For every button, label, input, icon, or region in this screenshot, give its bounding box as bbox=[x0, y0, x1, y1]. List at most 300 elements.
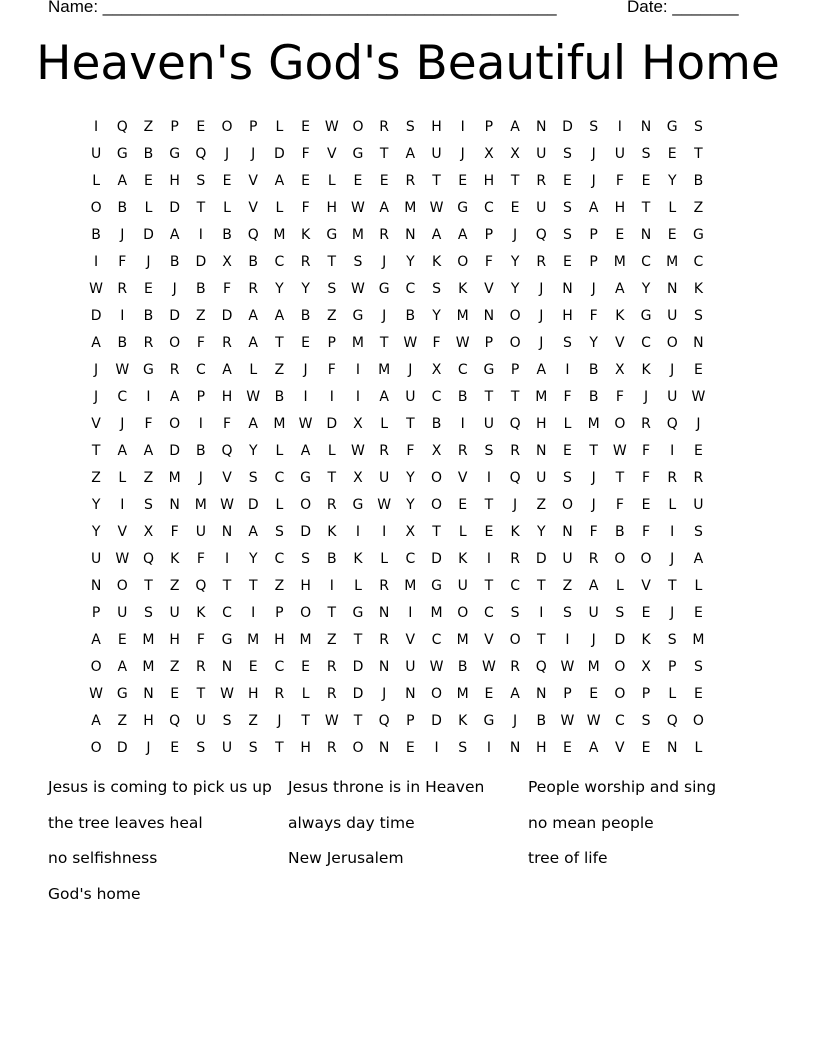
grid-letter[interactable]: J bbox=[120, 226, 125, 243]
grid-letter[interactable]: B bbox=[588, 361, 599, 378]
grid-letter[interactable]: S bbox=[405, 118, 415, 135]
grid-letter[interactable]: Z bbox=[562, 577, 573, 594]
grid-letter[interactable]: Q bbox=[535, 658, 547, 675]
grid-letter[interactable]: F bbox=[484, 253, 493, 270]
grid-letter[interactable]: T bbox=[275, 739, 284, 756]
grid-letter[interactable]: Z bbox=[536, 496, 547, 513]
date-field[interactable]: Date: _______ bbox=[627, 0, 739, 16]
grid-letter[interactable]: L bbox=[223, 199, 231, 216]
grid-letter[interactable]: R bbox=[274, 685, 285, 702]
grid-letter[interactable]: V bbox=[117, 523, 128, 540]
grid-letter[interactable]: J bbox=[120, 415, 125, 432]
grid-letter[interactable]: O bbox=[509, 307, 521, 324]
grid-letter[interactable]: I bbox=[329, 388, 334, 405]
grid-letter[interactable]: P bbox=[248, 118, 258, 135]
grid-letter[interactable]: O bbox=[300, 604, 312, 621]
grid-letter[interactable]: C bbox=[693, 253, 704, 270]
grid-letter[interactable]: B bbox=[248, 253, 259, 270]
grid-letter[interactable]: N bbox=[666, 739, 678, 756]
grid-letter[interactable]: W bbox=[246, 388, 261, 405]
grid-letter[interactable]: I bbox=[251, 604, 256, 621]
grid-letter[interactable]: G bbox=[352, 604, 364, 621]
grid-letter[interactable]: E bbox=[196, 118, 206, 135]
grid-letter[interactable]: B bbox=[693, 172, 704, 189]
grid-letter[interactable]: S bbox=[641, 712, 651, 729]
grid-letter[interactable]: G bbox=[116, 145, 128, 162]
grid-letter[interactable]: D bbox=[352, 685, 364, 702]
grid-letter[interactable]: Z bbox=[248, 712, 259, 729]
grid-letter[interactable]: N bbox=[221, 658, 233, 675]
grid-letter[interactable]: J bbox=[670, 550, 675, 567]
grid-letter[interactable]: A bbox=[248, 415, 258, 432]
grid-letter[interactable]: P bbox=[406, 712, 415, 729]
grid-letter[interactable]: V bbox=[248, 172, 258, 189]
grid-letter[interactable]: J bbox=[696, 415, 701, 432]
grid-letter[interactable]: N bbox=[169, 496, 180, 513]
grid-letter[interactable]: S bbox=[274, 523, 284, 540]
grid-letter[interactable]: R bbox=[510, 442, 520, 459]
grid-letter[interactable]: Q bbox=[195, 577, 207, 594]
grid-letter[interactable]: S bbox=[693, 523, 703, 540]
grid-letter[interactable]: A bbox=[222, 361, 232, 378]
grid-letter[interactable]: K bbox=[510, 523, 520, 540]
grid-letter[interactable]: I bbox=[670, 442, 675, 459]
grid-letter[interactable]: V bbox=[405, 631, 416, 648]
grid-letter[interactable]: J bbox=[643, 388, 649, 405]
grid-letter[interactable]: V bbox=[457, 469, 468, 486]
grid-letter[interactable]: G bbox=[457, 199, 469, 216]
grid-letter[interactable]: U bbox=[562, 550, 573, 567]
grid-letter[interactable]: Q bbox=[142, 550, 154, 567]
grid-letter[interactable]: K bbox=[353, 550, 363, 567]
grid-letter[interactable]: A bbox=[143, 442, 154, 459]
grid-letter[interactable]: S bbox=[563, 199, 572, 216]
grid-letter[interactable]: P bbox=[484, 334, 494, 351]
grid-letter[interactable]: A bbox=[431, 226, 442, 243]
grid-letter[interactable]: D bbox=[195, 253, 207, 270]
grid-letter[interactable]: X bbox=[641, 658, 651, 675]
grid-letter[interactable]: S bbox=[144, 604, 153, 621]
grid-letter[interactable]: J bbox=[591, 469, 596, 486]
grid-letter[interactable]: G bbox=[143, 361, 154, 378]
grid-letter[interactable]: O bbox=[614, 415, 626, 432]
grid-letter[interactable]: S bbox=[563, 226, 572, 243]
grid-letter[interactable]: D bbox=[562, 118, 573, 135]
grid-letter[interactable]: F bbox=[432, 334, 441, 351]
grid-letter[interactable]: H bbox=[169, 172, 180, 189]
grid-letter[interactable]: T bbox=[275, 334, 284, 351]
grid-letter[interactable]: Z bbox=[143, 118, 154, 135]
grid-letter[interactable]: O bbox=[221, 118, 233, 135]
grid-letter[interactable]: D bbox=[169, 307, 181, 324]
grid-letter[interactable]: I bbox=[120, 496, 125, 513]
grid-letter[interactable]: J bbox=[513, 712, 518, 729]
grid-letter[interactable]: C bbox=[117, 388, 128, 405]
grid-letter[interactable]: G bbox=[116, 685, 128, 702]
grid-letter[interactable]: T bbox=[510, 172, 520, 189]
grid-letter[interactable]: O bbox=[614, 550, 626, 567]
grid-letter[interactable]: R bbox=[195, 658, 206, 675]
grid-letter[interactable]: N bbox=[378, 739, 390, 756]
grid-letter[interactable]: M bbox=[587, 415, 600, 432]
grid-letter[interactable]: T bbox=[196, 199, 206, 216]
grid-letter[interactable]: E bbox=[144, 280, 153, 297]
grid-letter[interactable]: K bbox=[615, 307, 625, 324]
grid-letter[interactable]: L bbox=[275, 118, 284, 135]
grid-letter[interactable]: H bbox=[300, 577, 311, 594]
grid-letter[interactable]: T bbox=[537, 631, 546, 648]
grid-letter[interactable]: N bbox=[509, 739, 521, 756]
grid-letter[interactable]: N bbox=[536, 442, 547, 459]
grid-letter[interactable]: U bbox=[221, 739, 233, 756]
grid-letter[interactable]: B bbox=[457, 658, 468, 675]
grid-letter[interactable]: D bbox=[247, 496, 259, 513]
grid-letter[interactable]: R bbox=[169, 361, 180, 378]
grid-letter[interactable]: Q bbox=[169, 712, 181, 729]
grid-letter[interactable]: J bbox=[408, 361, 413, 378]
grid-letter[interactable]: D bbox=[169, 199, 181, 216]
grid-letter[interactable]: L bbox=[144, 199, 153, 216]
grid-letter[interactable]: Z bbox=[91, 469, 101, 486]
grid-letter[interactable]: I bbox=[486, 469, 491, 486]
grid-letter[interactable]: L bbox=[694, 577, 703, 594]
grid-letter[interactable]: V bbox=[484, 631, 494, 648]
grid-letter[interactable]: V bbox=[615, 334, 625, 351]
grid-letter[interactable]: T bbox=[667, 577, 677, 594]
grid-letter[interactable]: Y bbox=[510, 280, 520, 297]
grid-letter[interactable]: S bbox=[301, 550, 311, 567]
grid-letter[interactable]: O bbox=[169, 334, 181, 351]
grid-letter[interactable]: F bbox=[589, 307, 598, 324]
grid-letter[interactable]: T bbox=[379, 145, 389, 162]
grid-letter[interactable]: I bbox=[329, 577, 334, 594]
grid-letter[interactable]: Y bbox=[537, 523, 546, 540]
grid-letter[interactable]: S bbox=[432, 280, 441, 297]
grid-letter[interactable]: U bbox=[536, 199, 547, 216]
grid-letter[interactable]: H bbox=[247, 685, 259, 702]
grid-letter[interactable]: Y bbox=[91, 523, 101, 540]
grid-letter[interactable]: T bbox=[589, 442, 598, 459]
grid-letter[interactable]: S bbox=[693, 658, 703, 675]
grid-letter[interactable]: J bbox=[460, 145, 465, 162]
grid-letter[interactable]: U bbox=[169, 604, 180, 621]
grid-letter[interactable]: A bbox=[91, 712, 101, 729]
grid-letter[interactable]: I bbox=[486, 739, 491, 756]
grid-letter[interactable]: A bbox=[91, 631, 101, 648]
grid-letter[interactable]: C bbox=[222, 604, 232, 621]
grid-letter[interactable]: W bbox=[429, 199, 444, 216]
grid-letter[interactable]: Q bbox=[195, 145, 207, 162]
grid-letter[interactable]: E bbox=[484, 523, 494, 540]
grid-letter[interactable]: T bbox=[484, 388, 494, 405]
grid-letter[interactable]: M bbox=[456, 685, 469, 702]
grid-letter[interactable]: J bbox=[539, 280, 544, 297]
grid-letter[interactable]: F bbox=[589, 523, 598, 540]
grid-letter[interactable]: K bbox=[327, 523, 337, 540]
grid-letter[interactable]: G bbox=[666, 118, 678, 135]
grid-letter[interactable]: G bbox=[483, 361, 495, 378]
grid-letter[interactable]: M bbox=[535, 388, 548, 405]
grid-letter[interactable]: J bbox=[670, 361, 675, 378]
grid-letter[interactable]: P bbox=[484, 118, 494, 135]
grid-letter[interactable]: J bbox=[303, 361, 308, 378]
grid-letter[interactable]: W bbox=[351, 280, 365, 297]
grid-letter[interactable]: U bbox=[379, 469, 390, 486]
grid-letter[interactable]: D bbox=[143, 226, 154, 243]
grid-letter[interactable]: C bbox=[457, 361, 468, 378]
grid-letter[interactable]: D bbox=[431, 712, 442, 729]
grid-letter[interactable]: B bbox=[615, 523, 625, 540]
grid-letter[interactable]: P bbox=[589, 253, 598, 270]
grid-letter[interactable]: I bbox=[355, 388, 361, 405]
grid-letter[interactable]: E bbox=[641, 172, 651, 189]
grid-letter[interactable]: U bbox=[588, 604, 599, 621]
grid-letter[interactable]: T bbox=[484, 577, 494, 594]
grid-letter[interactable]: I bbox=[224, 550, 230, 567]
grid-letter[interactable]: M bbox=[613, 253, 626, 270]
grid-letter[interactable]: D bbox=[116, 739, 128, 756]
grid-letter[interactable]: G bbox=[326, 226, 338, 243]
grid-letter[interactable]: J bbox=[382, 685, 387, 702]
grid-letter[interactable]: L bbox=[380, 550, 389, 567]
grid-letter[interactable]: V bbox=[326, 145, 337, 162]
grid-letter[interactable]: E bbox=[563, 739, 572, 756]
grid-letter[interactable]: W bbox=[220, 685, 234, 702]
grid-letter[interactable]: Y bbox=[510, 253, 520, 270]
grid-letter[interactable]: E bbox=[484, 685, 494, 702]
grid-letter[interactable]: H bbox=[221, 388, 233, 405]
grid-letter[interactable]: S bbox=[458, 739, 468, 756]
grid-letter[interactable]: C bbox=[641, 334, 651, 351]
grid-letter[interactable]: R bbox=[117, 280, 128, 297]
grid-letter[interactable]: X bbox=[484, 145, 494, 162]
grid-letter[interactable]: A bbox=[588, 577, 599, 594]
grid-letter[interactable]: M bbox=[247, 631, 260, 648]
grid-letter[interactable]: C bbox=[405, 280, 416, 297]
grid-letter[interactable]: W bbox=[351, 442, 365, 459]
grid-letter[interactable]: F bbox=[301, 199, 310, 216]
grid-letter[interactable]: H bbox=[300, 739, 311, 756]
grid-letter[interactable]: P bbox=[91, 604, 101, 621]
grid-letter[interactable]: J bbox=[591, 280, 596, 297]
grid-letter[interactable]: W bbox=[481, 658, 496, 675]
grid-letter[interactable]: O bbox=[90, 199, 102, 216]
grid-letter[interactable]: N bbox=[483, 307, 495, 324]
grid-letter[interactable]: O bbox=[116, 577, 128, 594]
grid-letter[interactable]: T bbox=[91, 442, 101, 459]
grid-letter[interactable]: J bbox=[198, 469, 203, 486]
grid-letter[interactable]: W bbox=[351, 199, 365, 216]
grid-letter[interactable]: Z bbox=[117, 712, 128, 729]
grid-letter[interactable]: P bbox=[589, 226, 598, 243]
grid-letter[interactable]: J bbox=[513, 226, 518, 243]
grid-letter[interactable]: T bbox=[144, 577, 153, 594]
grid-letter[interactable]: D bbox=[274, 145, 285, 162]
grid-letter[interactable]: N bbox=[666, 280, 678, 297]
grid-letter[interactable]: E bbox=[301, 118, 311, 135]
grid-letter[interactable]: Z bbox=[196, 307, 206, 324]
grid-letter[interactable]: T bbox=[196, 685, 206, 702]
grid-letter[interactable]: X bbox=[431, 361, 442, 378]
grid-letter[interactable]: F bbox=[642, 442, 651, 459]
grid-letter[interactable]: S bbox=[248, 739, 258, 756]
grid-letter[interactable]: T bbox=[327, 253, 337, 270]
grid-letter[interactable]: K bbox=[458, 550, 468, 567]
grid-letter[interactable]: N bbox=[405, 685, 416, 702]
grid-letter[interactable]: S bbox=[641, 145, 651, 162]
grid-letter[interactable]: N bbox=[536, 118, 547, 135]
grid-letter[interactable]: S bbox=[144, 496, 153, 513]
grid-letter[interactable]: L bbox=[327, 442, 336, 459]
grid-letter[interactable]: Y bbox=[432, 307, 441, 324]
grid-letter[interactable]: M bbox=[666, 253, 679, 270]
grid-letter[interactable]: J bbox=[277, 712, 282, 729]
grid-letter[interactable]: Q bbox=[666, 415, 678, 432]
grid-letter[interactable]: O bbox=[169, 415, 181, 432]
grid-letter[interactable]: S bbox=[222, 712, 232, 729]
grid-letter[interactable]: R bbox=[510, 658, 520, 675]
grid-letter[interactable]: Q bbox=[666, 712, 678, 729]
grid-letter[interactable]: R bbox=[222, 334, 232, 351]
grid-letter[interactable]: U bbox=[667, 388, 678, 405]
grid-letter[interactable]: F bbox=[170, 523, 179, 540]
grid-letter[interactable]: T bbox=[432, 172, 441, 189]
grid-letter[interactable]: Z bbox=[274, 361, 285, 378]
grid-letter[interactable]: A bbox=[169, 388, 180, 405]
grid-letter[interactable]: M bbox=[692, 631, 705, 648]
grid-letter[interactable]: F bbox=[196, 334, 205, 351]
grid-letter[interactable]: F bbox=[642, 469, 651, 486]
grid-letter[interactable]: M bbox=[194, 496, 207, 513]
grid-letter[interactable]: E bbox=[615, 226, 625, 243]
name-field[interactable]: Name: ________________________________________________ bbox=[48, 0, 557, 16]
grid-letter[interactable]: Y bbox=[248, 550, 258, 567]
grid-letter[interactable]: N bbox=[378, 658, 390, 675]
grid-letter[interactable]: B bbox=[536, 712, 547, 729]
grid-letter[interactable]: L bbox=[458, 523, 467, 540]
grid-letter[interactable]: K bbox=[170, 550, 180, 567]
grid-letter[interactable]: J bbox=[513, 496, 518, 513]
grid-letter[interactable]: W bbox=[560, 712, 575, 729]
grid-letter[interactable]: F bbox=[563, 388, 572, 405]
grid-letter[interactable]: U bbox=[117, 604, 128, 621]
grid-letter[interactable]: O bbox=[692, 712, 704, 729]
grid-letter[interactable]: E bbox=[667, 145, 677, 162]
grid-letter[interactable]: E bbox=[170, 739, 180, 756]
grid-letter[interactable]: J bbox=[539, 334, 544, 351]
grid-letter[interactable]: D bbox=[221, 307, 233, 324]
grid-letter[interactable]: D bbox=[352, 658, 364, 675]
grid-letter[interactable]: R bbox=[326, 496, 337, 513]
grid-letter[interactable]: K bbox=[641, 361, 651, 378]
grid-letter[interactable]: E bbox=[693, 604, 703, 621]
grid-letter[interactable]: W bbox=[403, 334, 418, 351]
grid-letter[interactable]: B bbox=[143, 307, 154, 324]
grid-letter[interactable]: N bbox=[640, 118, 652, 135]
grid-letter[interactable]: L bbox=[668, 496, 677, 513]
grid-letter[interactable]: A bbox=[117, 442, 128, 459]
grid-letter[interactable]: G bbox=[483, 712, 495, 729]
grid-letter[interactable]: Q bbox=[116, 118, 128, 135]
grid-letter[interactable]: T bbox=[353, 712, 363, 729]
grid-letter[interactable]: H bbox=[274, 631, 285, 648]
grid-letter[interactable]: R bbox=[379, 226, 390, 243]
grid-letter[interactable]: T bbox=[537, 577, 546, 594]
grid-letter[interactable]: G bbox=[431, 577, 442, 594]
grid-letter[interactable]: J bbox=[591, 145, 596, 162]
grid-letter[interactable]: Y bbox=[301, 280, 310, 297]
grid-letter[interactable]: H bbox=[483, 172, 495, 189]
grid-letter[interactable]: Q bbox=[378, 712, 390, 729]
grid-letter[interactable]: I bbox=[355, 361, 361, 378]
grid-letter[interactable]: M bbox=[456, 631, 469, 648]
grid-letter[interactable]: E bbox=[405, 739, 415, 756]
grid-letter[interactable]: M bbox=[430, 604, 443, 621]
grid-letter[interactable]: L bbox=[301, 685, 310, 702]
grid-letter[interactable]: A bbox=[248, 334, 258, 351]
grid-letter[interactable]: R bbox=[326, 658, 337, 675]
grid-letter[interactable]: I bbox=[94, 118, 99, 135]
grid-letter[interactable]: W bbox=[612, 442, 627, 459]
grid-letter[interactable]: W bbox=[324, 712, 339, 729]
grid-letter[interactable]: W bbox=[115, 361, 130, 378]
grid-letter[interactable]: N bbox=[693, 334, 704, 351]
grid-letter[interactable]: E bbox=[222, 172, 232, 189]
grid-letter[interactable]: U bbox=[405, 388, 416, 405]
grid-letter[interactable]: J bbox=[224, 145, 230, 162]
grid-letter[interactable]: E bbox=[563, 253, 572, 270]
grid-letter[interactable]: W bbox=[691, 388, 706, 405]
grid-letter[interactable]: P bbox=[641, 685, 651, 702]
grid-letter[interactable]: Y bbox=[406, 469, 415, 486]
grid-letter[interactable]: T bbox=[406, 415, 415, 432]
grid-letter[interactable]: F bbox=[118, 253, 127, 270]
grid-letter[interactable]: F bbox=[615, 496, 624, 513]
grid-letter[interactable]: Q bbox=[509, 415, 521, 432]
grid-letter[interactable]: R bbox=[248, 280, 259, 297]
grid-letter[interactable]: U bbox=[536, 469, 547, 486]
grid-letter[interactable]: H bbox=[562, 307, 573, 324]
grid-letter[interactable]: I bbox=[434, 739, 439, 756]
grid-letter[interactable]: H bbox=[614, 199, 626, 216]
grid-letter[interactable]: C bbox=[484, 199, 494, 216]
grid-letter[interactable]: A bbox=[274, 307, 285, 324]
grid-letter[interactable]: B bbox=[588, 388, 599, 405]
grid-letter[interactable]: O bbox=[431, 685, 443, 702]
grid-letter[interactable]: Y bbox=[406, 253, 415, 270]
grid-letter[interactable]: O bbox=[457, 604, 469, 621]
grid-letter[interactable]: T bbox=[615, 469, 625, 486]
grid-letter[interactable]: R bbox=[641, 415, 651, 432]
grid-letter[interactable]: I bbox=[539, 604, 544, 621]
grid-letter[interactable]: O bbox=[457, 253, 469, 270]
grid-letter[interactable]: I bbox=[565, 631, 570, 648]
grid-letter[interactable]: T bbox=[484, 496, 494, 513]
grid-letter[interactable]: C bbox=[431, 388, 442, 405]
grid-letter[interactable]: L bbox=[275, 442, 284, 459]
grid-letter[interactable]: K bbox=[693, 280, 703, 297]
grid-letter[interactable]: X bbox=[510, 145, 520, 162]
grid-letter[interactable]: U bbox=[536, 145, 547, 162]
grid-letter[interactable]: A bbox=[91, 334, 101, 351]
grid-letter[interactable]: P bbox=[563, 685, 572, 702]
grid-letter[interactable]: W bbox=[429, 658, 444, 675]
grid-letter[interactable]: L bbox=[615, 577, 624, 594]
grid-letter[interactable]: E bbox=[170, 685, 180, 702]
grid-letter[interactable]: V bbox=[641, 577, 651, 594]
grid-letter[interactable]: M bbox=[273, 415, 286, 432]
grid-letter[interactable]: S bbox=[667, 631, 677, 648]
